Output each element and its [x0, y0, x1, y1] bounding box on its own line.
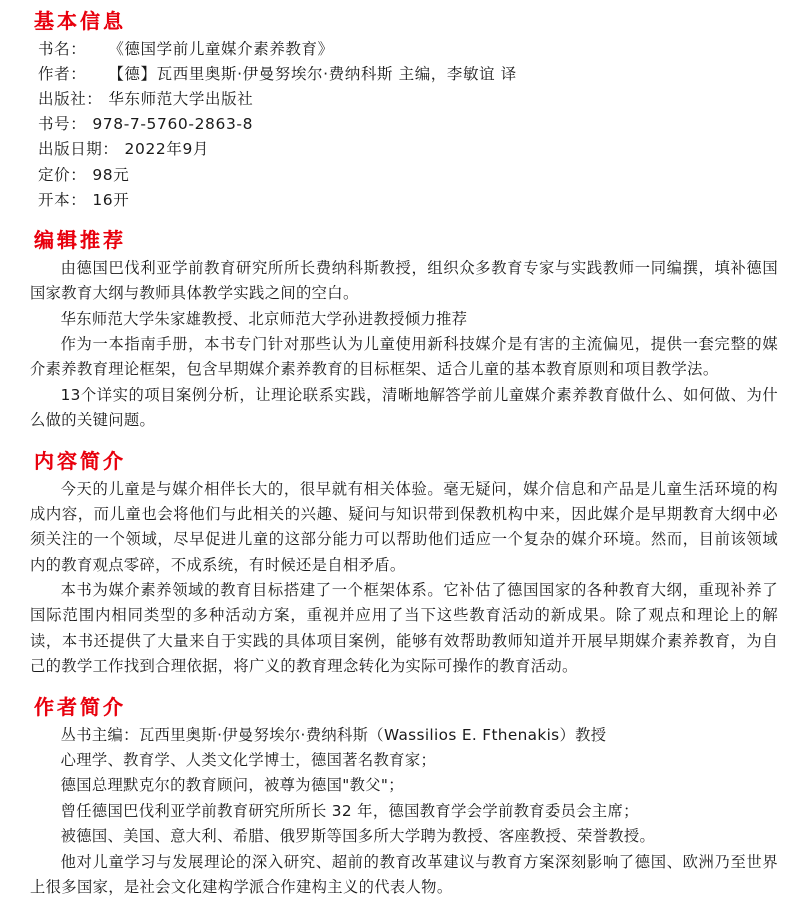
info-value-format: 16开	[92, 190, 130, 209]
info-row-price	[38, 163, 778, 188]
basic-info-list	[30, 37, 778, 213]
info-row-format	[38, 188, 778, 213]
info-value-isbn: 978-7-5760-2863-8	[92, 115, 254, 134]
paragraph: 本书为媒介素养领域的教育目标搭建了一个框架体系。它补估了德国国家的各种教育大纲，重现补养了国际范围内相同类型的多种活动方案，重视并应用了当下这些教育活动的新成果。除了观点和理论上的解读，本书还提供了大量来自于实践的具体项目案例，能够有效帮助教师知道并开展早期媒介素养教育，为自己的教学工作找到合理依据，将广义的教育理念转化为实际可操作的教育活动。	[30, 581, 778, 676]
section-heading-basic-info: 基本信息	[34, 9, 126, 33]
paragraph: 华东师范大学朱家雄教授、北京师范大学孙进教授倾力推荐	[60, 309, 468, 328]
info-value-author: 【德】瓦西里奥斯·伊曼努埃尔·费纳科斯 主编，李敏谊 译	[108, 65, 517, 84]
section-basic-info	[30, 8, 778, 213]
info-row-isbn	[38, 112, 778, 137]
paragraph: 丛书主编：瓦西里奥斯·伊曼努埃尔·费纳科斯（Wassilios E. Fthenakis）教授	[60, 725, 607, 744]
info-value-price: 98元	[92, 165, 130, 184]
paragraph: 他对儿童学习与发展理论的深入研究、超前的教育改革建议与教育方案深刻影响了德国、欧洲乃至世界上很多国家，是社会文化建构学派合作建构主义的代表人物。	[30, 852, 778, 896]
info-label-title: 书名：	[38, 40, 87, 58]
section-editor-recommendation	[30, 227, 778, 434]
info-row-pubdate	[38, 137, 778, 162]
info-value-pubdate: 2022年9月	[124, 140, 210, 159]
section-heading-author-bio: 作者简介	[34, 694, 126, 719]
info-label-format: 开本：	[38, 190, 87, 209]
paragraph: 由德国巴伐利亚学前教育研究所所长费纳科斯教授，组织众多教育专家与实践教师一同编撰，填补德国国家教育大纲与教师具体教学实践之间的空白。	[30, 258, 778, 303]
section-heading-content-summary: 内容简介	[34, 448, 126, 473]
paragraph: 曾任德国巴伐利亚学前教育研究所所长 32 年，德国教育学会学前教育委员会主席；	[60, 801, 639, 820]
info-label-pubdate: 出版日期：	[38, 140, 119, 159]
paragraph: 13个详实的项目案例分析，让理论联系实践，清晰地解答学前儿童媒介素养教育做什么、如何做、为什么做的关键问题。	[30, 385, 778, 430]
info-row-publisher	[38, 87, 778, 112]
info-label-author: 作者：	[38, 65, 87, 84]
info-row-author	[38, 62, 778, 87]
section-content-summary	[30, 448, 778, 680]
info-label-publisher: 出版社：	[38, 90, 103, 109]
info-label-price: 定价：	[38, 165, 87, 184]
info-value-publisher: 华东师范大学出版社	[108, 90, 254, 109]
info-row-title	[38, 37, 778, 62]
paragraph: 德国总理默克尔的教育顾问，被尊为德国"教父"；	[60, 776, 404, 795]
paragraph: 今天的儿童是与媒介相伴长大的，很早就有相关体验。毫无疑问，媒介信息和产品是儿童生活环境的构成内容，而儿童也会将他们与此相关的兴趣、疑问与知识带到保教机构中来，因此媒介是早期教育大纲中必须关注的一个领域，尽早促进儿童的这部分能力可以帮助他们适应一个复杂的媒介环境。然而，目前该领域内的教育观点零碎，不成系统，有时候还是自相矛盾。	[30, 479, 778, 574]
section-author-bio	[30, 694, 778, 900]
paragraph: 心理学、教育学、人类文化学博士，德国著名教育家；	[60, 751, 437, 770]
section-heading-editor-recommendation: 编辑推荐	[34, 227, 126, 252]
paragraph: 被德国、美国、意大利、希腊、俄罗斯等国多所大学聘为教授、客座教授、荣誉教授。	[60, 827, 656, 846]
info-label-isbn: 书号：	[38, 115, 87, 134]
paragraph: 作为一本指南手册，本书专门针对那些认为儿童使用新科技媒介是有害的主流偏见，提供一套完整的媒介素养教育理论框架，包含早期媒介素养教育的目标框架、适合儿童的基本教育原则和项目教学法。	[30, 334, 778, 379]
info-value-title: 《德国学前儿童媒介素养教育》	[108, 40, 334, 58]
